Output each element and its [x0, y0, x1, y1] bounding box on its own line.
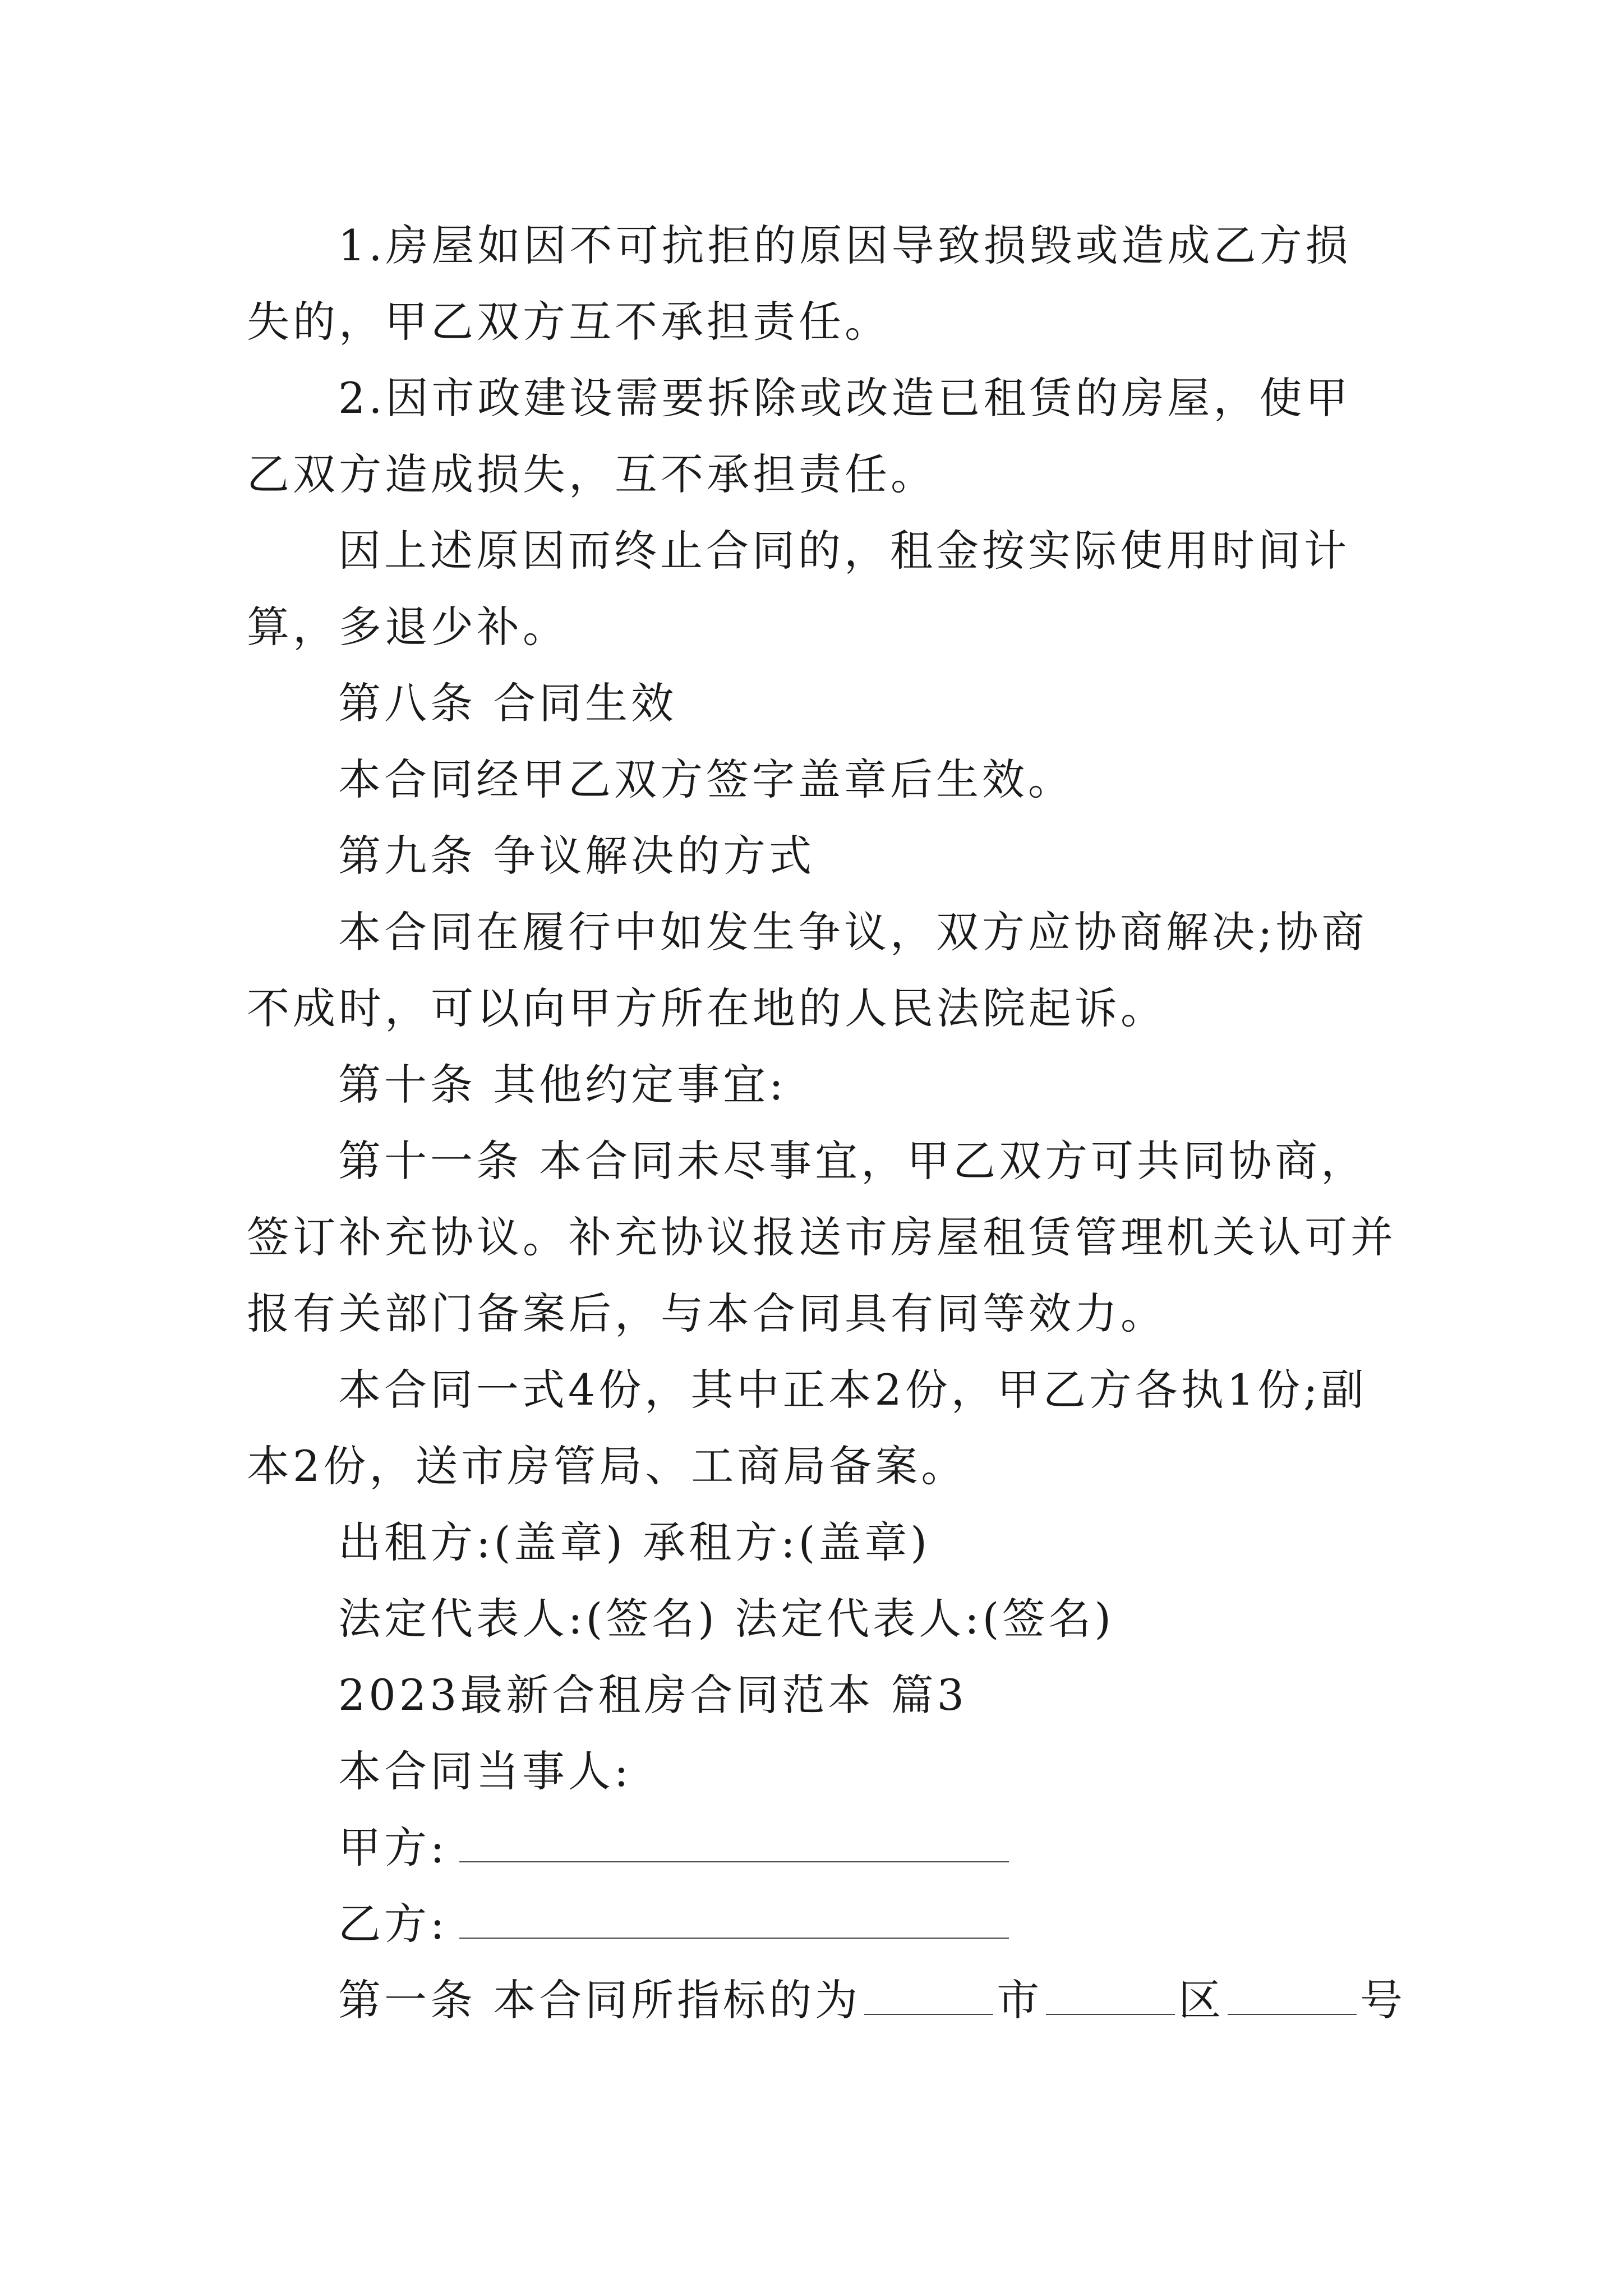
heading-article-10: 第十条 其他约定事宜: [338, 1060, 787, 1110]
party-b-blank[interactable] [459, 1926, 1009, 1939]
paragraph-rent-settlement: 因上述原因而终止合同的，租金按实际使用时间计算，多退少补。 [247, 526, 1350, 652]
number-blank[interactable] [1228, 2003, 1357, 2015]
section-title: 2023最新合租房合同范本 篇3 [338, 1670, 967, 1720]
heading-article-8: 第八条 合同生效 [338, 678, 677, 728]
city-label: 市 [997, 1975, 1043, 2025]
party-b-line [247, 1886, 1396, 1962]
paragraph-article-11: 第十一条 本合同未尽事宜，甲乙双方可共同协商，签订补充协议。补充协议报送市房屋租赁管理机关认可并报有关部门备案后，与本合同具有同等效力。 [247, 1136, 1396, 1338]
signature-rep-line: 法定代表人:(签名) 法定代表人:(签名) [338, 1594, 1114, 1644]
party-a-label: 甲方: [338, 1823, 448, 1872]
paragraph-effective: 本合同经甲乙双方签字盖章后生效。 [338, 754, 1074, 804]
paragraph-force-majeure-2: 2.因市政建设需要拆除或改造已租赁的房屋，使甲乙双方造成损失，互不承担责任。 [247, 373, 1352, 499]
document-body [247, 208, 1407, 2039]
signature-seal-line: 出租方:(盖章) 承租方:(盖章) [338, 1517, 930, 1567]
district-blank[interactable] [1046, 2003, 1175, 2015]
paragraph-force-majeure-1: 1.房屋如因不可抗拒的原因导致损毁或造成乙方损失的，甲乙双方互不承担责任。 [247, 220, 1352, 347]
heading-article-9: 第九条 争议解决的方式 [338, 831, 815, 881]
district-label: 区 [1178, 1975, 1225, 2025]
party-b-label: 乙方: [338, 1899, 448, 1949]
paragraph-dispute: 本合同在履行中如发生争议，双方应协商解决;协商不成时，可以向甲方所在地的人民法院起诉。 [247, 907, 1368, 1033]
article-1-prefix: 第一条 本合同所指标的为 [338, 1975, 861, 2025]
party-a-blank[interactable] [459, 1850, 1009, 1862]
parties-heading: 本合同当事人: [338, 1746, 632, 1796]
number-label: 号 [1360, 1975, 1407, 2025]
city-blank[interactable] [864, 2003, 993, 2015]
party-a-line [247, 1810, 1396, 1886]
paragraph-copies: 本合同一式4份，其中正本2份，甲乙方各执1份;副本2份，送市房管局、工商局备案。 [247, 1365, 1367, 1491]
article-1-line [247, 1962, 1407, 2039]
